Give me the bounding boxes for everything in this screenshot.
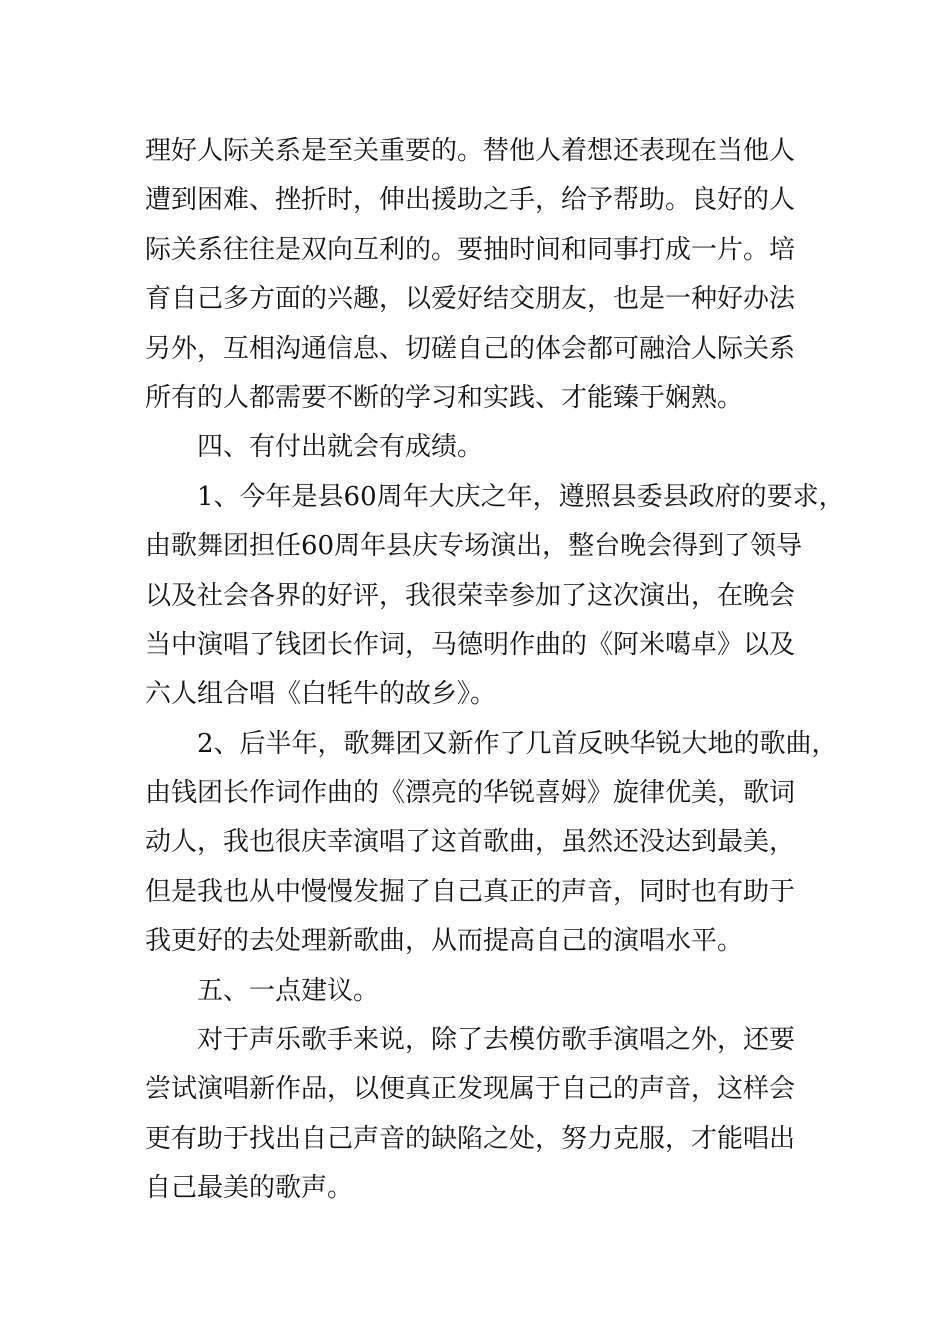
text-line-17: 我更好的去处理新歌曲，从而提高自己的演唱水平。 [145,926,744,957]
text-line-21: 更有助于找出自己声音的缺陷之处，努力克服，才能唱出 [145,1123,796,1154]
text-line-8: 1、今年是县60周年大庆之年，遵照县委县政府的要求， [197,481,845,512]
text-line-3: 际关系往往是双向互利的。要抽时间和同事打成一片。培 [145,234,796,265]
text-line-22: 自己最美的歌声。 [145,1173,354,1204]
text-line-2: 遭到困难、挫折时，伸出援助之手，给予帮助。良好的人 [145,185,796,216]
text-line-6: 所有的人都需要不断的学习和实践、才能臻于娴熟。 [145,382,744,413]
text-line-4: 育自己多方面的兴趣，以爱好结交朋友，也是一种好办法 [145,284,796,315]
text-line-19: 对于声乐歌手来说，除了去模仿歌手演唱之外，还要 [197,1025,796,1056]
text-line-13: 2、后半年，歌舞团又新作了几首反映华锐大地的歌曲， [197,728,838,759]
text-line-10: 以及社会各界的好评，我很荣幸参加了这次演出，在晚会 [145,580,796,611]
section-heading-4: 四、有付出就会有成绩。 [197,432,484,463]
text-line-20: 尝试演唱新作品，以便真正发现属于自己的声音，这样会 [145,1074,796,1105]
text-line-14: 由钱团长作词作曲的《漂亮的华锐喜姆》旋律优美，歌词 [145,778,796,809]
text-line-15: 动人，我也很庆幸演唱了这首歌曲，虽然还没达到最美， [145,827,796,858]
text-line-16: 但是我也从中慢慢发掘了自己真正的声音，同时也有助于 [145,876,796,907]
section-heading-5: 五、一点建议。 [197,975,380,1006]
text-line-11: 当中演唱了钱团长作词，马德明作曲的《阿米噶卓》以及 [145,629,796,660]
text-line-9: 由歌舞团担任60周年县庆专场演出，整台晚会得到了领导 [145,531,803,562]
text-line-1: 理好人际关系是至关重要的。替他人着想还表现在当他人 [145,136,796,166]
text-line-12: 六人组合唱《白牦牛的故乡》。 [145,679,497,710]
text-line-5: 另外，互相沟通信息、切磋自己的体会都可融洽人际关系 [145,333,796,364]
document-body [145,127,845,1214]
